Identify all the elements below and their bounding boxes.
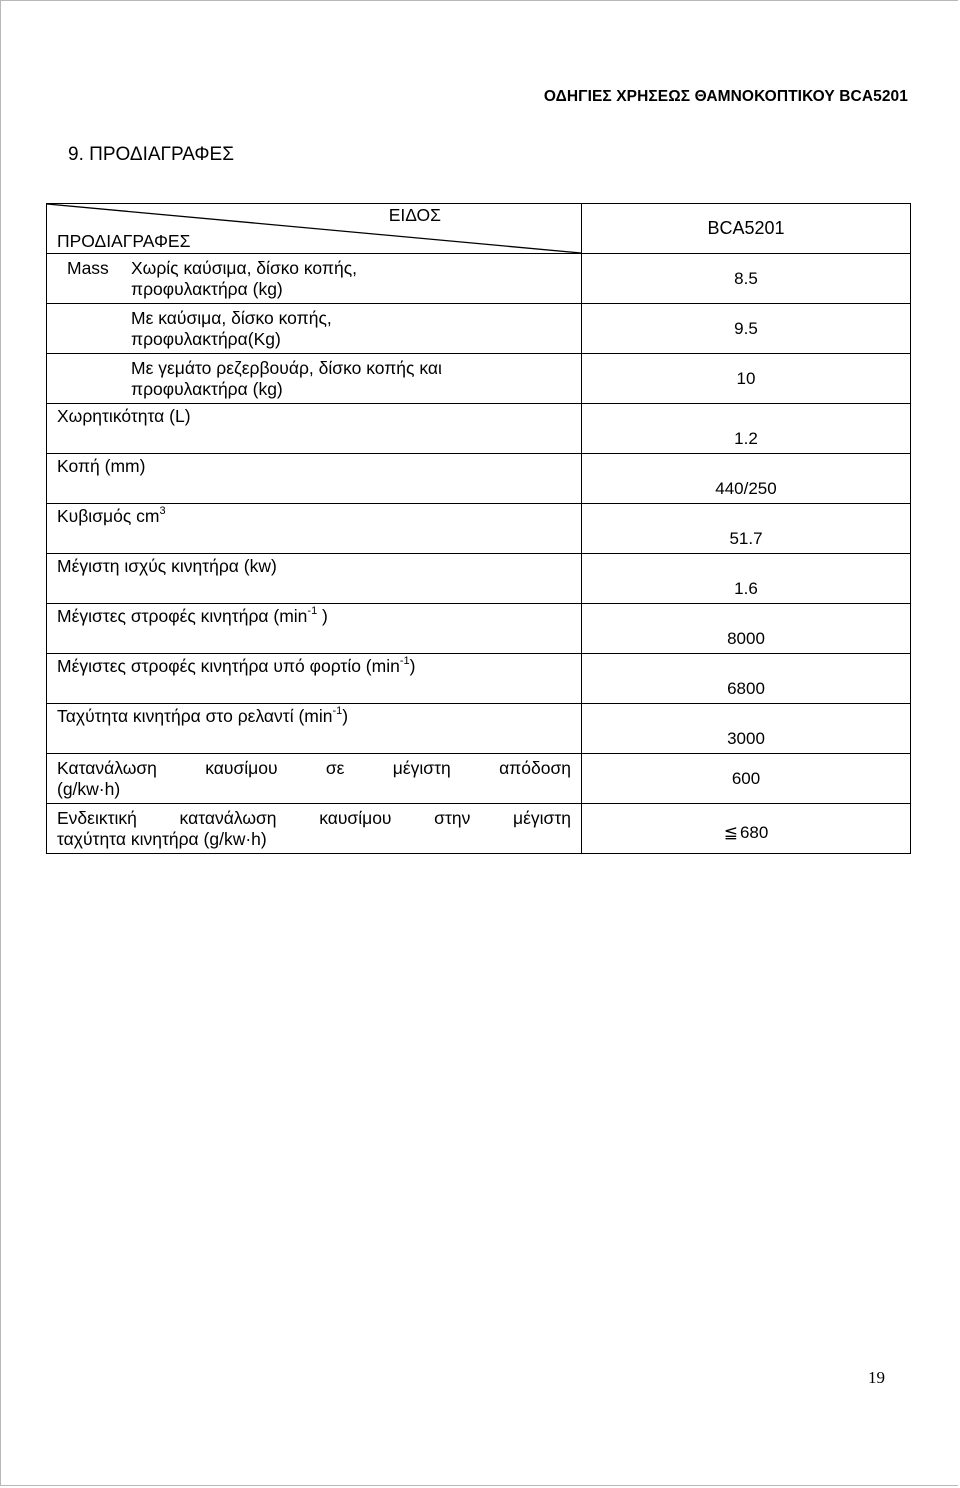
- model-cell: BCA5201: [582, 204, 911, 254]
- table-row: [47, 504, 911, 554]
- diagonal-header-cell: [47, 204, 582, 254]
- mass-row-1-line1: Χωρίς καύσιμα, δίσκο κοπής,: [131, 257, 357, 278]
- document-header: ΟΔΗΓΙΕΣ ΧΡΗΣΕΩΣ ΘΑΜΝΟΚΟΠΤΙΚΟΥ BCA5201: [543, 88, 908, 105]
- max-rpm-suffix: ): [317, 606, 328, 626]
- indicative-line2: ταχύτητα κινητήρα (g/kw·h): [57, 828, 267, 849]
- table-row: [47, 804, 911, 854]
- idle-label: Ταχύτητα κινητήρα στο ρελαντί (min: [57, 706, 333, 726]
- table-row: [47, 754, 911, 804]
- mass-row-2-value: 9.5: [582, 304, 911, 354]
- capacity-value: 1.2: [582, 404, 911, 454]
- capacity-label: Χωρητικότητα (L): [47, 404, 582, 454]
- mass-row-3-line2: προφυλακτήρα (kg): [131, 378, 283, 399]
- load-rpm-label: Μέγιστες στροφές κινητήρα υπό φορτίο (min: [57, 656, 400, 676]
- table-row: [47, 454, 911, 504]
- page-number: 19: [868, 1368, 885, 1387]
- idle-sup: -1: [332, 705, 343, 717]
- displacement-label: Κυβισμός cm: [57, 506, 160, 526]
- indicative-value: 680: [739, 822, 769, 842]
- idle-label-cell: [47, 704, 582, 754]
- power-label: Μέγιστη ισχύς κινητήρα (kw): [47, 554, 582, 604]
- displacement-value: 51.7: [582, 504, 911, 554]
- table-row: [47, 304, 911, 354]
- less-equal-symbol: ≦: [723, 822, 738, 842]
- indicative-line1: Ενδεικτική κατανάλωση καυσίμου στην μέγιστη: [57, 807, 571, 828]
- mass-row-3-value: 10: [582, 354, 911, 404]
- table-row: [47, 704, 911, 754]
- cut-label: Κοπή (mm): [47, 454, 582, 504]
- header-spec-label: ΠΡΟΔΙΑΓΡΑΦΕΣ: [57, 231, 191, 251]
- consumption-line2: (g/kw·h): [57, 778, 121, 799]
- mass-row-2-line2: προφυλακτήρα(Kg): [131, 328, 281, 349]
- section-title: 9. ΠΡΟΔΙΑΓΡΑΦΕΣ: [68, 144, 234, 165]
- table-row: [47, 604, 911, 654]
- table-header-row: [47, 204, 911, 254]
- idle-value: 3000: [582, 704, 911, 754]
- mass-row-1-line2: προφυλακτήρα (kg): [131, 278, 283, 299]
- load-rpm-sup: -1: [399, 655, 410, 667]
- table-row: [47, 354, 911, 404]
- mass-row-3-line1: Με γεμάτο ρεζερβουάρ, δίσκο κοπής και: [131, 357, 442, 378]
- table-row: [47, 654, 911, 704]
- load-rpm-value: 6800: [582, 654, 911, 704]
- load-rpm-suffix: ): [409, 656, 416, 676]
- idle-suffix: ): [342, 706, 349, 726]
- header-type-label: ΕΙΔΟΣ: [388, 205, 441, 225]
- load-rpm-label-cell: [47, 654, 582, 704]
- mass-label: Mass: [67, 257, 109, 278]
- spec-table: [46, 203, 911, 854]
- mass-label-cell: [47, 354, 582, 404]
- displacement-sup: 3: [159, 505, 166, 517]
- consumption-line1: Κατανάλωση καυσίμου σε μέγιστη απόδοση: [57, 757, 571, 778]
- indicative-label-cell: [47, 804, 582, 854]
- table-row: [47, 404, 911, 454]
- mass-label-cell: [47, 254, 582, 304]
- max-rpm-label-cell: [47, 604, 582, 654]
- mass-label-cell: [47, 304, 582, 354]
- displacement-label-cell: [47, 504, 582, 554]
- mass-row-1-value: 8.5: [582, 254, 911, 304]
- max-rpm-label: Μέγιστες στροφές κινητήρα (min: [57, 606, 308, 626]
- consumption-label-cell: [47, 754, 582, 804]
- power-value: 1.6: [582, 554, 911, 604]
- table-row: [47, 554, 911, 604]
- cut-value: 440/250: [582, 454, 911, 504]
- mass-row-2-line1: Με καύσιμα, δίσκο κοπής,: [131, 307, 332, 328]
- max-rpm-sup: -1: [307, 605, 318, 617]
- max-rpm-value: 8000: [582, 604, 911, 654]
- indicative-value-cell: [582, 804, 911, 854]
- consumption-value: 600: [582, 754, 911, 804]
- table-row: [47, 254, 911, 304]
